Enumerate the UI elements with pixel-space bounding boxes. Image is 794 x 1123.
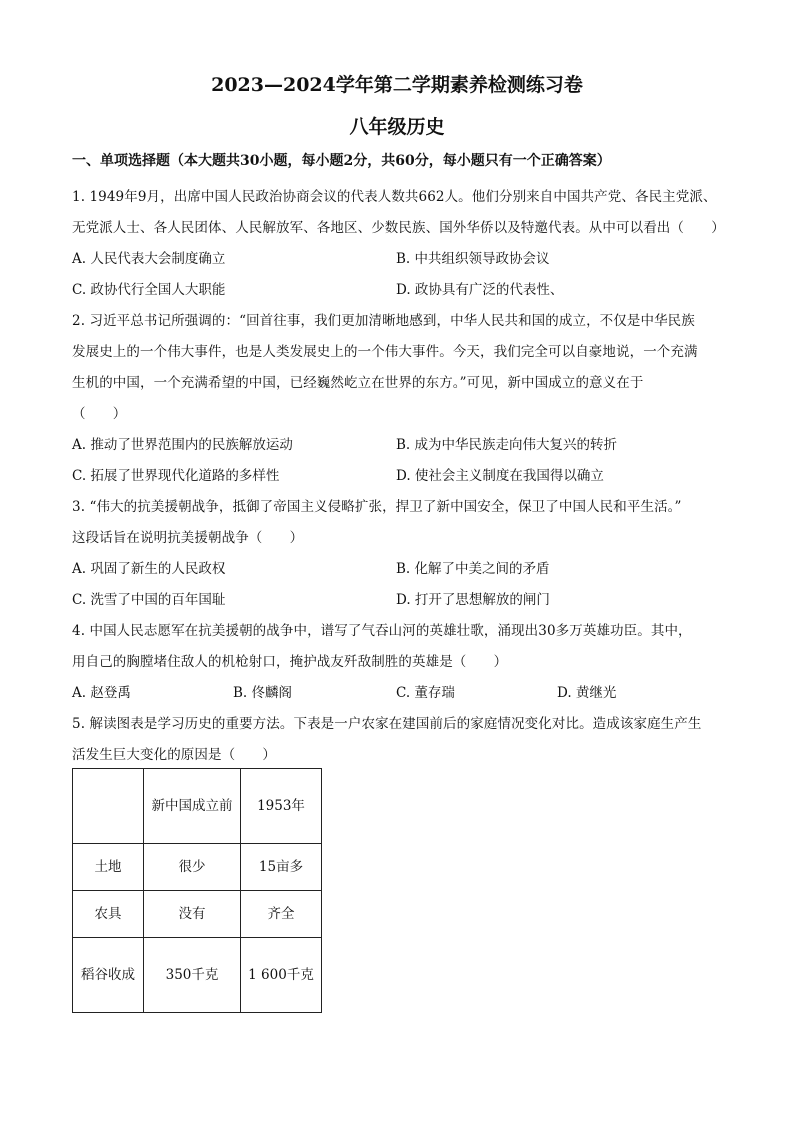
question-2-line-1: 2. 习近平总书记所强调的：“回首往事，我们更加清晰地感到，中华人民共和国的成立，不仅是中华民族 [72,313,695,329]
question-2-option-c: C. 拓展了世界现代化道路的多样性 [72,468,280,484]
question-1-option-c: C. 政协代行全国人大职能 [72,282,226,298]
exam-subject: 八年级历史 [349,116,445,138]
table-cell: 农具 [73,891,144,938]
table-cell: 齐全 [241,891,322,938]
table-header-cell [73,769,144,844]
table-cell: 350千克 [144,938,241,1013]
table-cell: 15亩多 [241,844,322,891]
question-5-line-1: 5. 解读图表是学习历史的重要方法。下表是一户农家在建国前后的家庭情况变化对比。造成该家庭生产生 [72,716,702,732]
question-2-option-a: A. 推动了世界范围内的民族解放运动 [72,437,293,453]
question-2-option-d: D. 使社会主义制度在我国得以确立 [396,468,604,484]
question-3-option-a: A. 巩固了新生的人民政权 [72,561,226,577]
table-header-row [73,769,322,844]
question-4-option-b: B. 佟麟阁 [233,685,293,701]
table-row [73,844,322,891]
table-cell: 土地 [73,844,144,891]
question-4-line-1: 4. 中国人民志愿军在抗美援朝的战争中，谱写了气吞山河的英雄壮歌，涌现出30多万英雄功臣。其中， [72,623,692,639]
question-2-line-3: 生机的中国，一个充满希望的中国，已经巍然屹立在世界的东方。”可见，新中国成立的意义在于 [72,375,644,391]
table-cell: 1 600千克 [241,938,322,1013]
question-1-line-2: 无党派人士、各人民团体、人民解放军、各地区、少数民族、国外华侨以及特邀代表。从中可以看出（ ） [72,220,725,236]
question-2-line-4: （ ） [72,406,127,422]
question-1-option-b: B. 中共组织领导政协会议 [396,251,550,267]
question-4-option-a: A. 赵登禹 [72,685,131,701]
table-row [73,891,322,938]
question-3-option-b: B. 化解了中美之间的矛盾 [396,561,550,577]
exam-title: 2023—2024学年第二学期素养检测练习卷 [211,74,583,96]
section-heading: 一、单项选择题（本大题共30小题，每小题2分，共60分，每小题只有一个正确答案） [72,153,611,169]
question-1-option-a: A. 人民代表大会制度确立 [72,251,226,267]
question-1-option-d: D. 政协具有广泛的代表性、 [396,282,564,298]
table-header-cell: 1953年 [241,769,322,844]
question-3-option-d: D. 打开了思想解放的闸门 [396,592,550,608]
question-4-line-2: 用自己的胸膛堵住敌人的机枪射口，掩护战友歼敌制胜的英雄是（ ） [72,654,508,670]
question-5-line-2: 活发生巨大变化的原因是（ ） [72,747,276,763]
table-cell: 没有 [144,891,241,938]
question-4-option-c: C. 董存瑞 [396,685,455,701]
table-cell: 很少 [144,844,241,891]
table-cell: 稻谷收成 [73,938,144,1013]
question-1-line-1: 1. 1949年9月，出席中国人民政治协商会议的代表人数共662人。他们分别来自中国共产党、各民主党派、 [72,189,717,205]
question-2-option-b: B. 成为中华民族走向伟大复兴的转折 [396,437,618,453]
question-3-line-1: 3. “伟大的抗美援朝战争，抵御了帝国主义侵略扩张，捍卫了新中国安全，保卫了中国人民和平生活。” [72,499,682,515]
table-header-cell: 新中国成立前 [144,769,241,844]
question-4-option-d: D. 黄继光 [557,685,617,701]
question-3-option-c: C. 洗雪了中国的百年国耻 [72,592,226,608]
family-comparison-table [72,768,322,1013]
question-3-line-2: 这段话旨在说明抗美援朝战争（ ） [72,530,304,546]
question-2-line-2: 发展史上的一个伟大事件，也是人类发展史上的一个伟大事件。今天，我们完全可以自豪地说，一个充满 [72,344,698,360]
table-row [73,938,322,1013]
